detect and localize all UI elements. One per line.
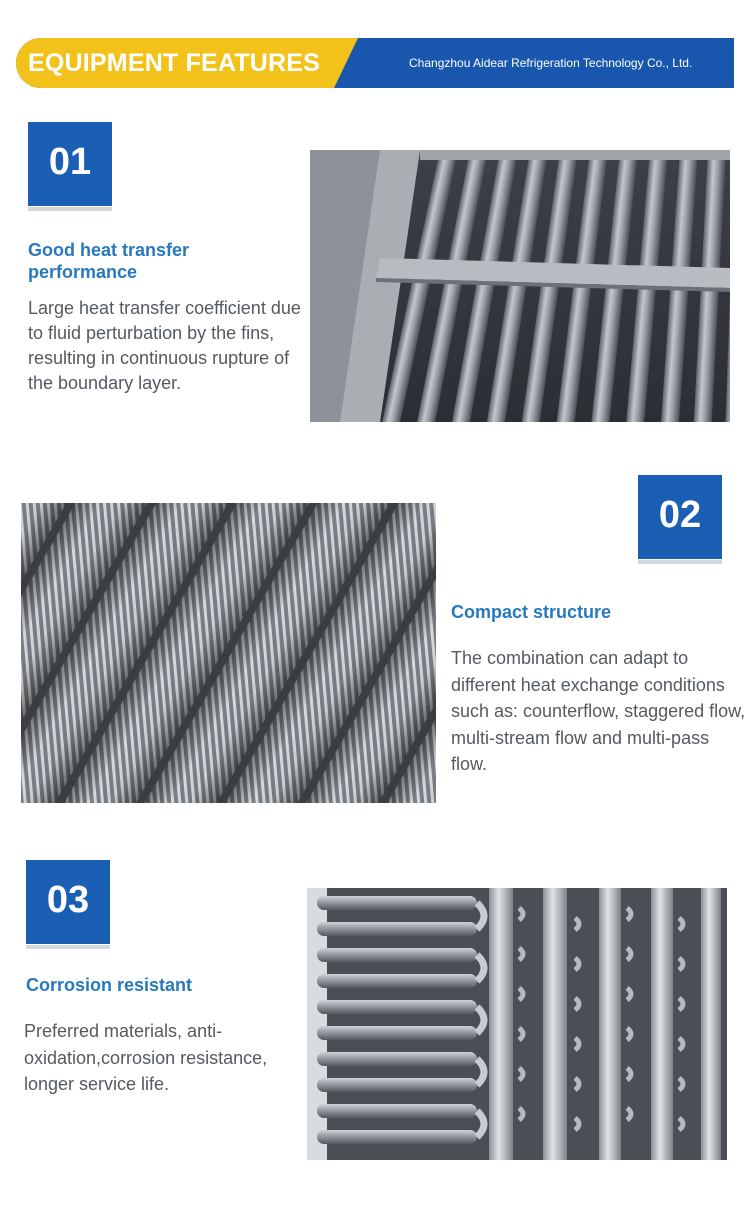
fin-tube-photo-3 — [307, 888, 727, 1160]
feature-number: 01 — [48, 141, 92, 183]
feature-number-badge — [28, 122, 112, 206]
feature-number-badge — [638, 475, 722, 559]
fin-tube-photo-1 — [310, 150, 730, 422]
feature-description: Preferred materials, anti-oxidation,corrosion resistance, longer service life. — [24, 1021, 268, 1094]
feature-title: Good heat transfer performance — [28, 240, 190, 282]
banner-title: EQUIPMENT FEATURES — [28, 49, 321, 77]
feature-title: Corrosion resistant — [26, 975, 193, 995]
company-name: Changzhou Aidear Refrigeration Technology Co., Ltd. — [409, 56, 693, 70]
feature-title: Compact structure — [451, 602, 612, 622]
feature-number-badge — [26, 860, 110, 944]
feature-number: 03 — [46, 879, 90, 921]
feature-description: The combination can adapt to different heat exchange conditions such as: counterflow, staggered flow, multi-stream flow and multi-pass flow. — [451, 648, 746, 774]
feature-number: 02 — [658, 494, 702, 536]
header-banner — [16, 38, 734, 88]
fin-tube-photo-2 — [21, 503, 436, 803]
feature-description: Large heat transfer coefficient due to fluid perturbation by the fins, resulting in continuous rupture of the boundary layer. — [28, 298, 301, 393]
